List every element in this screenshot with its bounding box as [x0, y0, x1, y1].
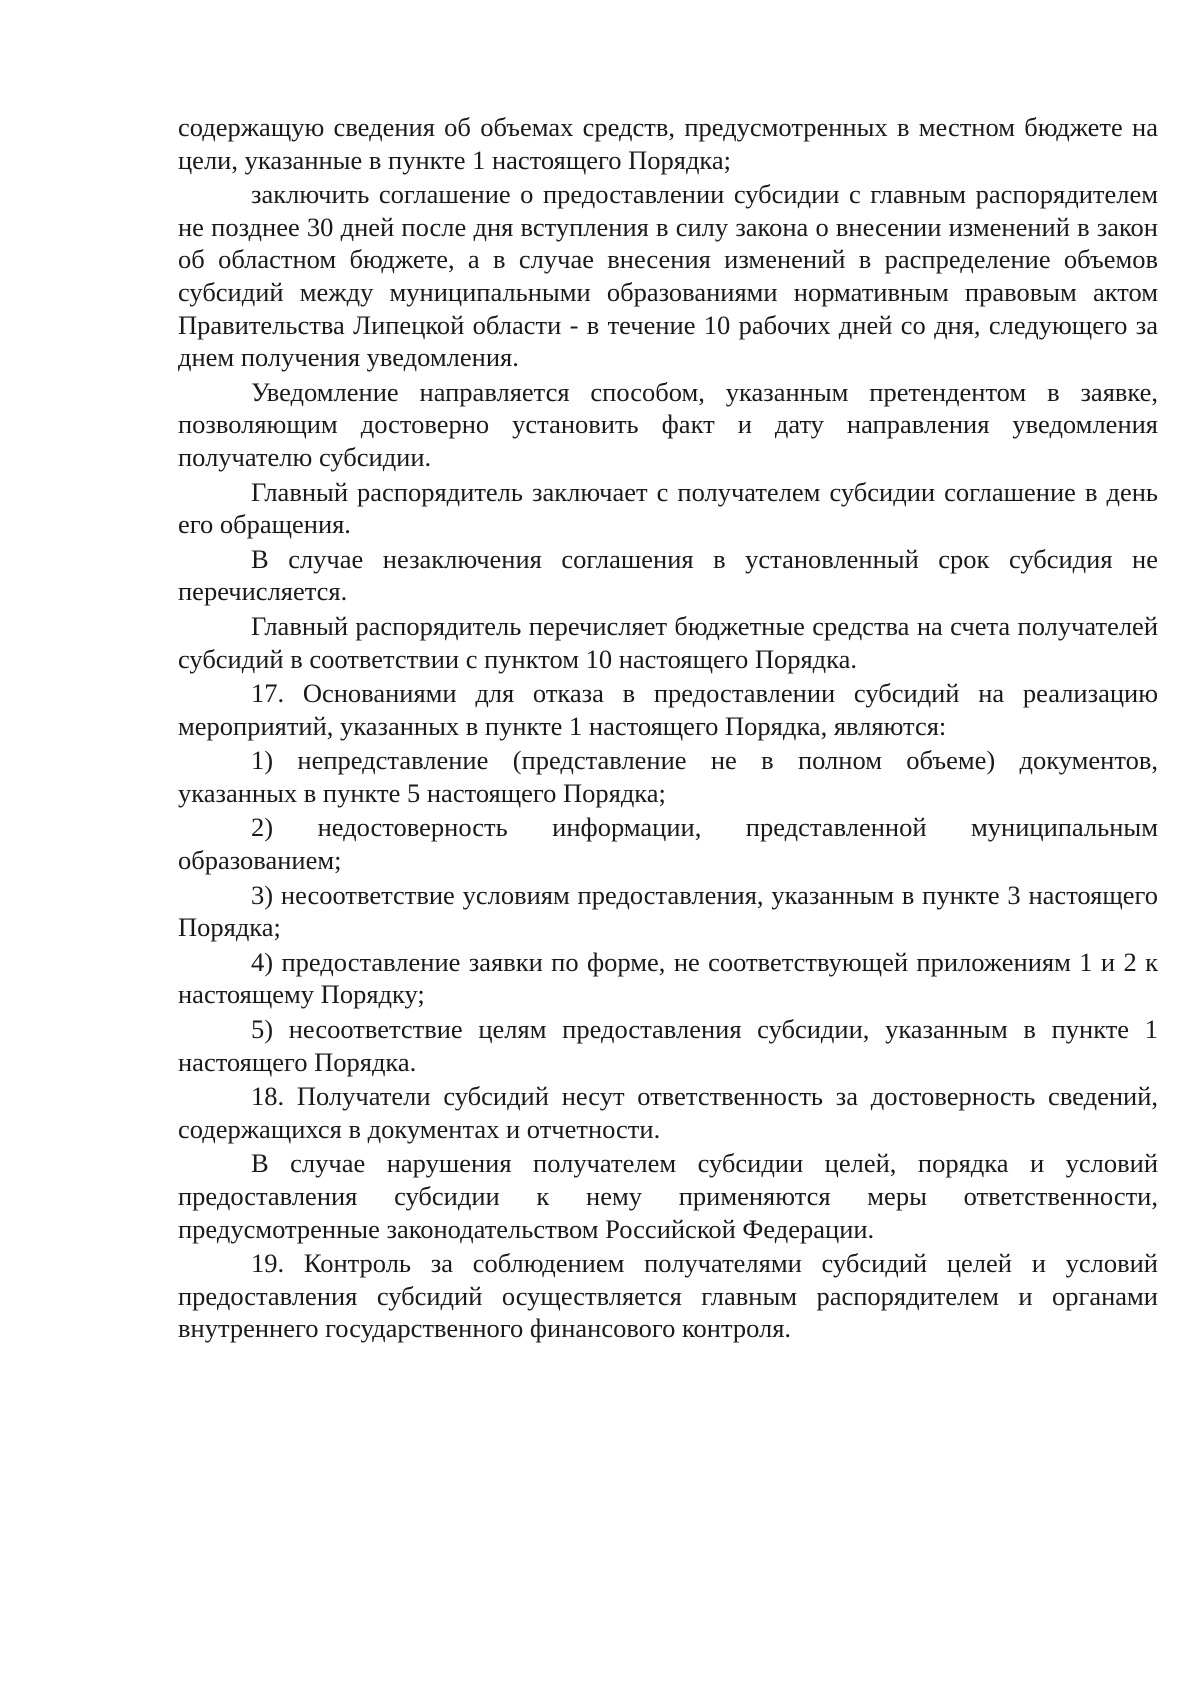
paragraph-agreement-deadline: заключить соглашение о предоставлении субсидии с главным распорядителем не позднее 30 дней после дня вступления в силу закона о внесении изменений в закон об областном бюджете, а в случае внесения изменений в распределение объемов субсидий между муниципальными образованиями нормативным правовым актом Правительства Липецкой области - в течение 10 рабочих дней со дня, следующего за днем получения уведомления. [178, 179, 1158, 373]
document-body [178, 111, 1158, 1347]
paragraph-funds-transfer: Главный распорядитель перечисляет бюджетные средства на счета получателей субсидий в соответствии с пунктом 10 настоящего Порядка. [178, 610, 1158, 674]
paragraph-ground-1: 1) непредставление (представление не в полном объеме) документов, указанных в пункте 5 настоящего Порядка; [178, 745, 1158, 808]
paragraph-18-responsibility: 18. Получатели субсидий несут ответственность за достоверность сведений, содержащихся в документах и отчетности. [178, 1081, 1158, 1144]
paragraph-ground-4: 4) предоставление заявки по форме, не соответствующей приложениям 1 и 2 к настоящему Порядку; [178, 946, 1158, 1010]
paragraph-ground-5: 5) несоответствие целям предоставления субсидии, указанным в пункте 1 настоящего Порядка. [178, 1014, 1158, 1077]
paragraph-ground-3: 3) несоответствие условиям предоставления, указанным в пункте 3 настоящего Порядка; [178, 879, 1158, 943]
paragraph-ground-2: 2) недостоверность информации, представленной муниципальным образованием; [178, 812, 1158, 876]
paragraph-non-conclusion: В случае незаключения соглашения в установленный срок субсидия не перечисляется. [178, 543, 1158, 607]
paragraph-violation-measures: В случае нарушения получателем субсидии целей, порядка и условий предоставления субсидии к нему применяются меры ответственности, предусмотренные законодательством Российской Федерации. [178, 1148, 1158, 1244]
paragraph-19-control: 19. Контроль за соблюдением получателями субсидий целей и условий предоставления субсидий осуществляется главным распорядителем и органами внутреннего государственного финансового контроля. [178, 1248, 1158, 1344]
paragraph-agreement-day: Главный распорядитель заключает с получателем субсидии соглашение в день его обращения. [178, 476, 1158, 540]
paragraph-continuation: содержащую сведения об объемах средств, предусмотренных в местном бюджете на цели, указанные в пункте 1 настоящего Порядка; [178, 112, 1158, 175]
paragraph-notification-method: Уведомление направляется способом, указанным претендентом в заявке, позволяющим достоверно установить факт и дату направления уведомления получателю субсидии. [178, 376, 1158, 472]
paragraph-17-refusal-grounds: 17. Основаниями для отказа в предоставлении субсидий на реализацию мероприятий, указанных в пункте 1 настоящего Порядка, являются: [178, 678, 1158, 741]
